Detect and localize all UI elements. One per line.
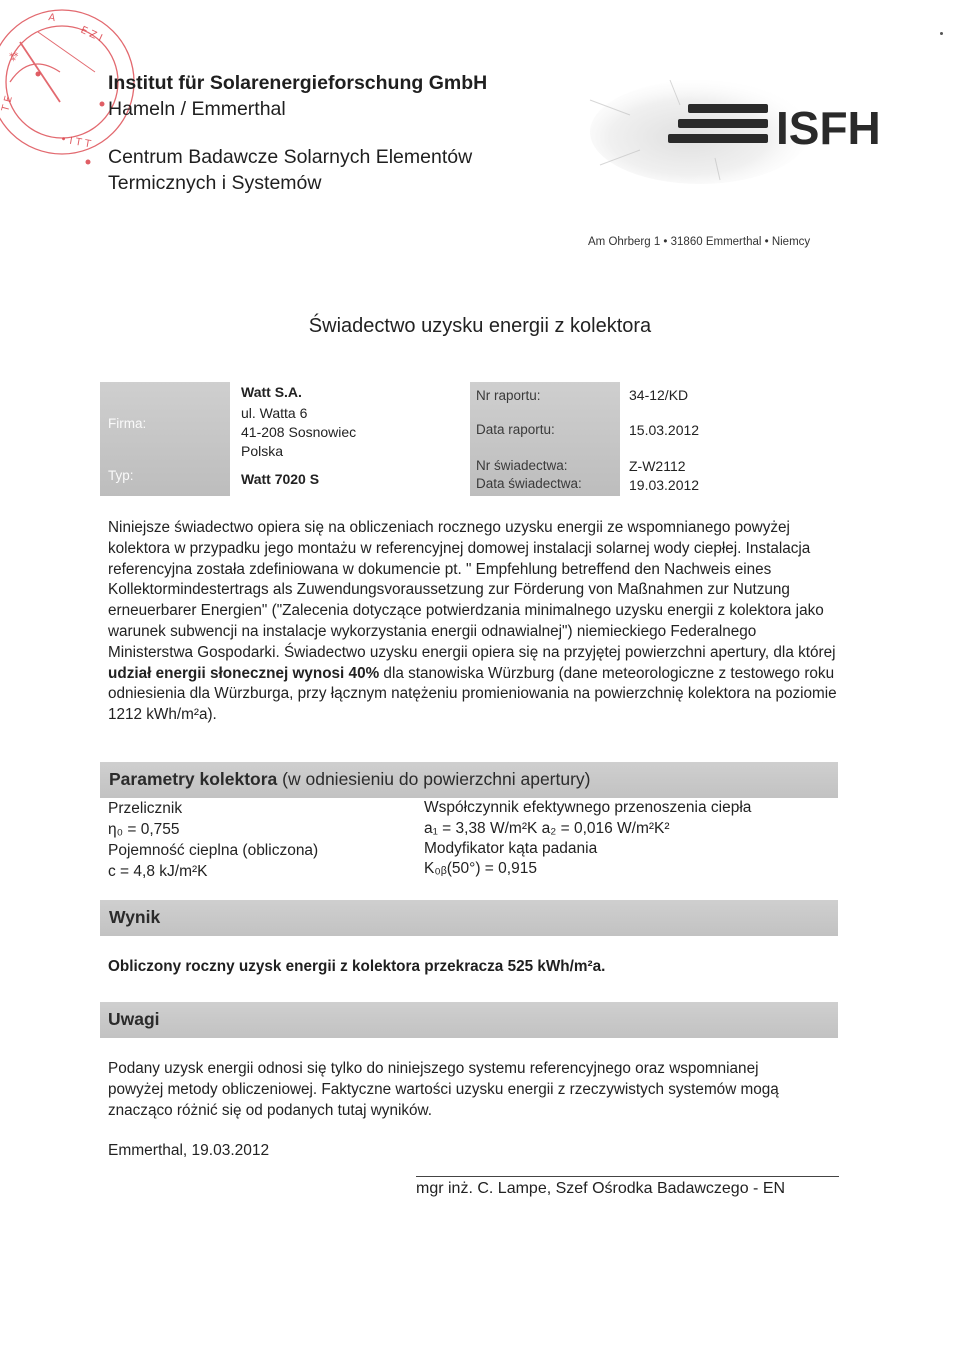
page-title: Świadectwo uzysku energii z kolektora bbox=[308, 315, 652, 337]
collector-type: Watt 7020 S bbox=[241, 471, 320, 487]
firma-typ-label-box bbox=[100, 382, 230, 496]
signatory-name: mgr inż. C. Lampe, Szef Ośrodka Badawczego - EN bbox=[416, 1180, 786, 1197]
incidence-angle-modifier-label: Modyfikator kąta padania bbox=[424, 840, 598, 857]
address-line: Am Ohrberg 1 • 31860 Emmerthal • Niemcy bbox=[588, 236, 811, 248]
parameters-section-header bbox=[100, 762, 838, 798]
report-no-value: 34-12/KD bbox=[629, 387, 689, 403]
cert-no-label: Nr świadectwa: bbox=[476, 458, 568, 473]
svg-text:A: A bbox=[47, 12, 57, 25]
cert-date-label: Data świadectwa: bbox=[476, 476, 582, 491]
signature-line bbox=[416, 1176, 839, 1177]
centre-name-line2: Termicznych i Systemów bbox=[108, 172, 322, 194]
incidence-angle-modifier-value: K₀ᵦ(50°) = 0,915 bbox=[424, 860, 537, 877]
cert-no-value: Z-W2112 bbox=[629, 458, 686, 474]
place-and-date: Emmerthal, 19.03.2012 bbox=[108, 1142, 270, 1159]
conversion-factor-value: η₀ = 0,755 bbox=[108, 821, 180, 838]
isfh-logo-icon bbox=[570, 70, 881, 190]
result-heading: Wynik bbox=[109, 907, 161, 927]
result-text: Obliczony roczny uzysk energii z kolektora przekracza 525 kWh/m²a. bbox=[108, 958, 606, 975]
heat-loss-coefficient-value: a₁ = 3,38 W/m²K a₂ = 0,016 W/m²K² bbox=[424, 820, 670, 837]
parameters-heading-note: (w odniesieniu do powierzchni apertury) bbox=[277, 769, 591, 789]
company-name: Watt S.A. bbox=[241, 384, 302, 400]
intro-bold-part: udział energii słonecznej wynosi 40% bbox=[108, 664, 380, 682]
firma-label: Firma: bbox=[108, 416, 147, 431]
institute-location: Hameln / Emmerthal bbox=[108, 98, 286, 120]
company-country: Polska bbox=[241, 443, 284, 459]
scan-mark bbox=[940, 32, 943, 35]
company-street: ul. Watta 6 bbox=[241, 405, 308, 421]
cert-date-value: 19.03.2012 bbox=[629, 477, 700, 493]
result-section-header bbox=[100, 900, 838, 936]
svg-text:⁂: ⁂ bbox=[7, 49, 22, 64]
remarks-heading: Uwagi bbox=[108, 1009, 160, 1029]
svg-text:• I T T: • I T T bbox=[59, 134, 92, 151]
heat-capacity-value: c = 4,8 kJ/m²K bbox=[108, 863, 208, 880]
intro-text-1: Niniejsze świadectwo opiera się na obliczeniach rocznego uzysku energii ze wspomnianego powyżej kolektora w przypadku jego montażu w referencyjnej domowej instalacji solarnej wody ciepłej. Instalacja referencyjna została zdefiniowana w dokumencie pt. " Empfehlung betreffend den Nachweis eines Kollektormindestertrags als Zuwendungsvoraussetzung zur Förderung von Maßnahmen zur Nutzung erneuerbarer Energien" ("Zalecenia dotyczące potwierdzania minimalnego uzysku energii z kolektora jako warunek subwencji na instalacje wykorzystania energii odnawialnej") niemieckiego Federalnego Ministerstwa Gospodarki. Świadectwo uzysku energii opiera się na przyjętej powierzchni apertury, dla której bbox=[108, 519, 836, 661]
centre-name-line1: Centrum Badawcze Solarnych Elementów bbox=[108, 146, 473, 168]
report-no-label: Nr raportu: bbox=[476, 388, 541, 403]
conversion-factor-label: Przelicznik bbox=[108, 800, 183, 817]
remarks-paragraph: Podany uzysk energii odnosi się tylko do niniejszego systemu referencyjnego oraz wspomnianej powyżej metody obliczeniowej. Faktyczne wartości uzysku energii z rzeczywistych systemów mogą znacząco różnić się od podanych tutaj wyników. bbox=[108, 1060, 779, 1119]
company-city: 41-208 Sosnowiec bbox=[241, 424, 357, 440]
heat-capacity-label: Pojemność cieplna (obliczona) bbox=[108, 842, 319, 859]
logo-text: ISFH bbox=[776, 102, 881, 154]
intro-paragraph bbox=[108, 518, 838, 726]
intro-text-2: dla stanowiska Würzburg (dane meteorologiczne z testowego roku odniesienia dla Würzburga, przy łącznym natężeniu promieniowania na powierzchnię kolektora na poziomie 1212 kWh/m²a). bbox=[108, 664, 837, 724]
institute-name: Institut für Solarenergieforschung GmbH bbox=[108, 72, 488, 94]
svg-text:T E: T E bbox=[0, 94, 15, 113]
parameters-heading: Parametry kolektora bbox=[109, 769, 278, 789]
heat-loss-coefficient-label: Współczynnik efektywnego przenoszenia ciepła bbox=[424, 799, 752, 816]
report-label-box bbox=[470, 382, 620, 496]
report-date-value: 15.03.2012 bbox=[629, 422, 700, 438]
typ-label: Typ: bbox=[108, 468, 134, 483]
svg-text:E Z I: E Z I bbox=[78, 24, 104, 45]
report-date-label: Data raportu: bbox=[476, 422, 555, 437]
remarks-section-header bbox=[100, 1002, 838, 1038]
